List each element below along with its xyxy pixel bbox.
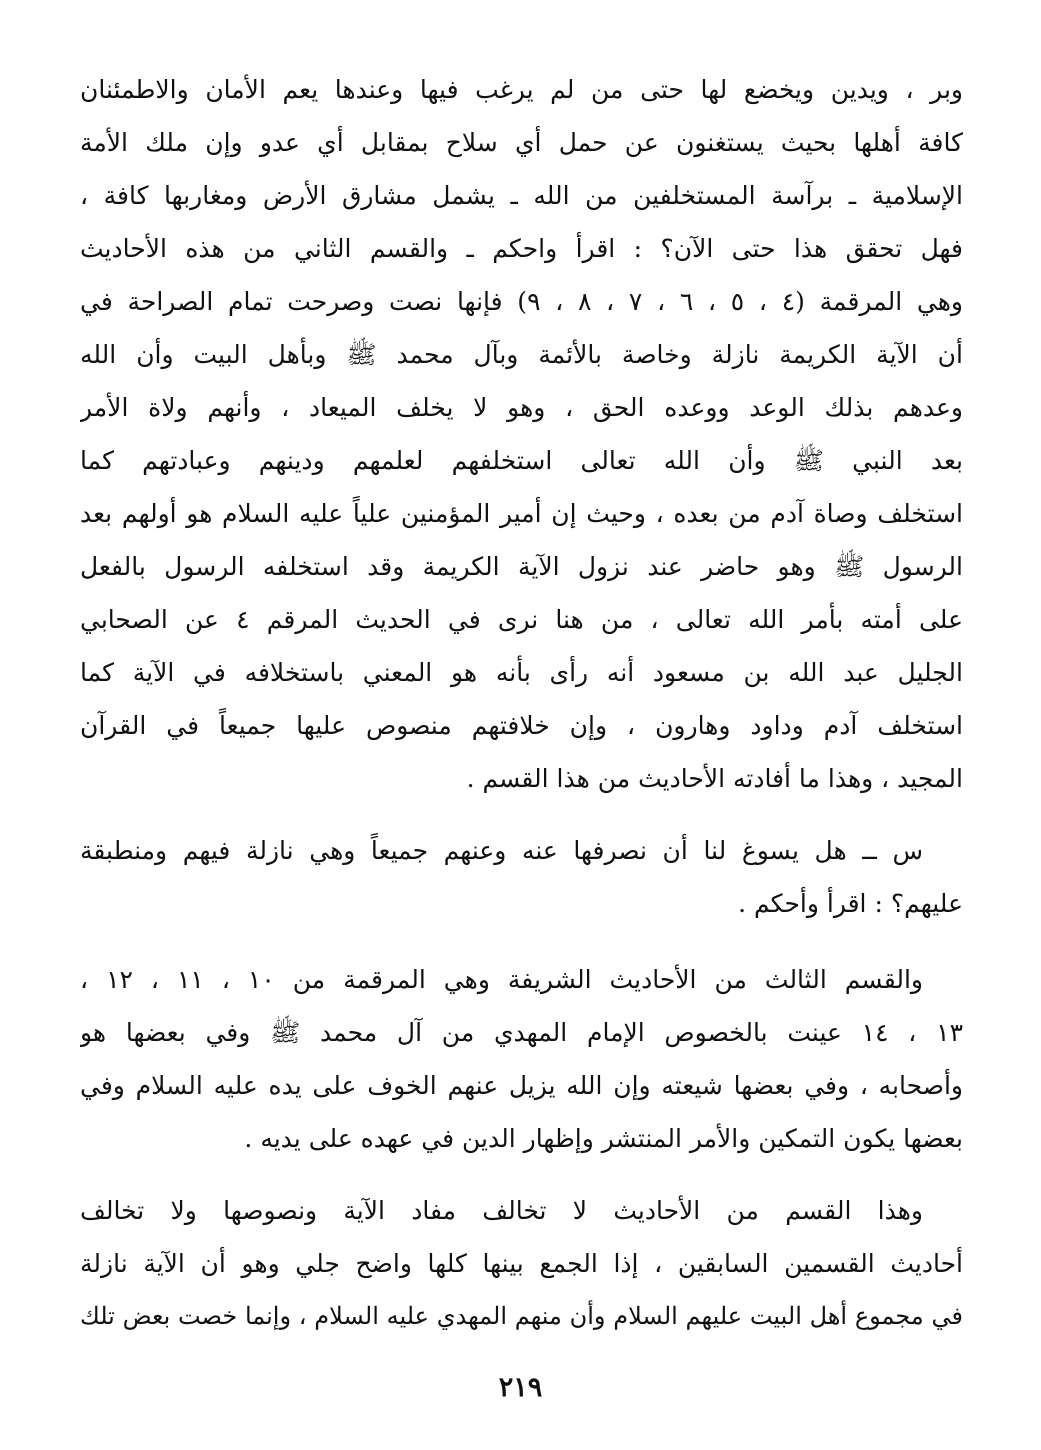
text-line: استخلف آدم وداود وهارون ، وإن خلافتهم منصوص عليها جميعاً في القرآن — [80, 711, 963, 740]
text-line: استخلف وصاة آدم من بعده ، وحيث إن أمير المؤمنين علياً عليه السلام هو أولهم بعد — [80, 499, 963, 528]
text-line: بعضها يكون التمكين والأمر المنتشر وإظهار الدين في عهده على يديه . — [244, 1124, 963, 1153]
text-line: عليهم؟ : اقرأ وأحكم . — [738, 889, 963, 918]
text-line: أن الآية الكريمة نازلة وخاصة بالأئمة وبآل محمد ﷺ وبأهل البيت وأن الله — [80, 340, 963, 369]
text-line: س ــ هل يسوغ لنا أن نصرفها عنه وعنهم جميعاً وهي نازلة فيهم ومنطبقة — [80, 836, 923, 865]
text-line: المجيد ، وهذا ما أفادته الأحاديث من هذا القسم . — [466, 764, 963, 793]
text-line: بعد النبي ﷺ وأن الله تعالى استخلفهم لعلمهم ودينهم وعبادتهم كما — [80, 446, 963, 475]
text-line: وهي المرقمة (٤ ، ٥ ، ٦ ، ٧ ، ٨ ، ٩) فإنها نصت وصرحت تمام الصراحة في — [80, 287, 963, 316]
paragraph-3 — [80, 953, 963, 1165]
text-line: الجليل عبد الله بن مسعود أنه رأى بأنه هو المعني باستخلافه في الآية كما — [80, 658, 963, 687]
text-line: ١٣ ، ١٤ عينت بالخصوص الإمام المهدي من آل محمد ﷺ وفي بعضها هو — [80, 1018, 963, 1047]
paragraph-1 — [80, 63, 963, 805]
text-line: وهذا القسم من الأحاديث لا تخالف مفاد الآية ونصوصها ولا تخالف — [80, 1196, 923, 1225]
text-line: والقسم الثالث من الأحاديث الشريفة وهي المرقمة من ١٠ ، ١١ ، ١٢ ، — [80, 965, 923, 994]
text-line: وأصحابه ، وفي بعضها شيعته وإن الله يزيل عنهم الخوف على يده عليه السلام وفي — [80, 1071, 963, 1100]
paragraph-2 — [80, 824, 963, 930]
text-line: على أمته بأمر الله تعالى ، من هنا نرى في الحديث المرقم ٤ عن الصحابي — [80, 605, 963, 634]
text-line: في مجموع أهل البيت عليهم السلام وأن منهم المهدي عليه السلام ، وإنما خصت بعض تلك — [80, 1302, 963, 1330]
text-line: الرسول ﷺ وهو حاضر عند نزول الآية الكريمة وقد استخلفه الرسول بالفعل — [80, 552, 963, 581]
page-number: ٢١٩ — [498, 1372, 543, 1403]
text-line: فهل تحقق هذا حتى الآن؟ : اقرأ واحكم ـ والقسم الثاني من هذه الأحاديث — [80, 234, 963, 263]
text-line: وبر ، ويدين ويخضع لها حتى من لم يرغب فيها وعندها يعم الأمان والاطمئنان — [80, 75, 963, 104]
text-line: كافة أهلها بحيث يستغنون عن حمل أي سلاح بمقابل أي عدو وإن ملك الأمة — [80, 128, 963, 157]
text-line: أحاديث القسمين السابقين ، إذا الجمع بينها كلها واضح جلي وهو أن الآية نازلة — [80, 1249, 963, 1278]
paragraph-4 — [80, 1184, 963, 1343]
text-line: الإسلامية ـ برآسة المستخلفين من الله ـ يشمل مشارق الأرض ومغاربها كافة ، — [80, 181, 963, 210]
text-line: وعدهم بذلك الوعد ووعده الحق ، وهو لا يخلف الميعاد ، وأنهم ولاة الأمر — [80, 393, 963, 422]
